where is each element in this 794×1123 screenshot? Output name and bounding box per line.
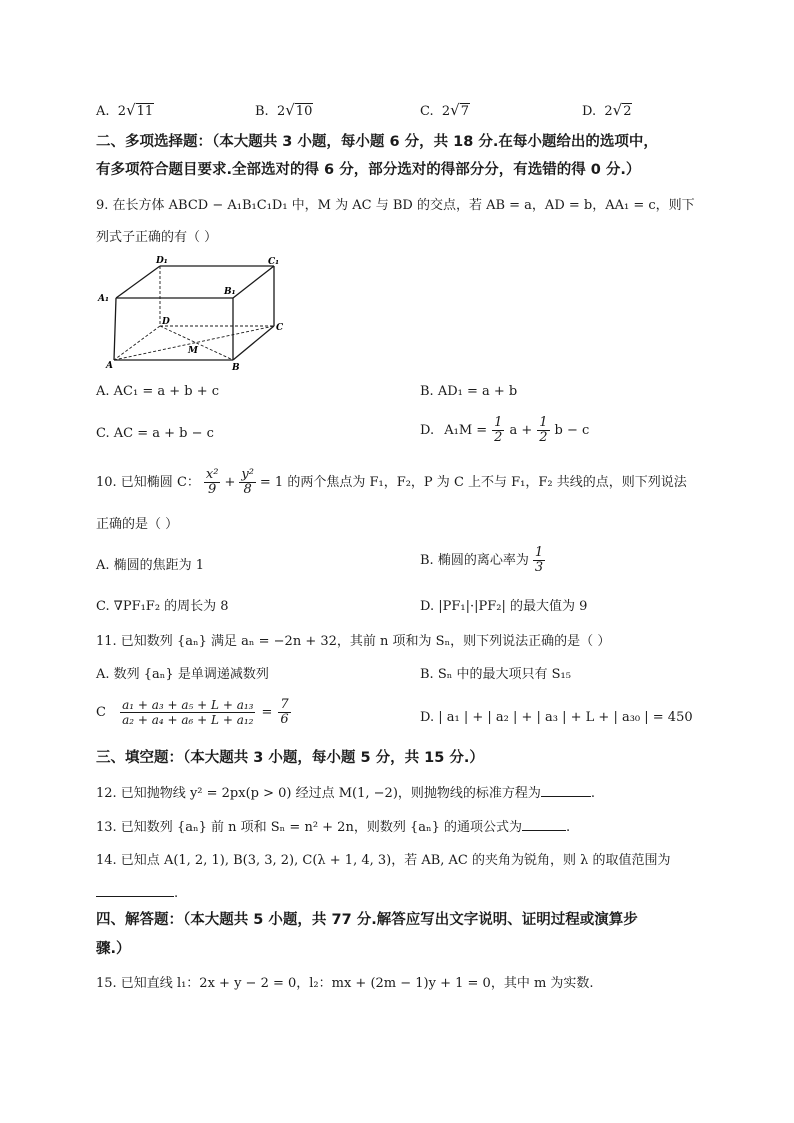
label-b: B bbox=[232, 363, 240, 372]
fraction-one-third: $\frac{1}{3}$ bbox=[534, 545, 544, 575]
plus: + bbox=[224, 474, 236, 490]
section2-heading-line1: 二、多项选择题：（本大题共 3 小题，每小题 6 分，共 18 分.在每小题给出的选项中， bbox=[96, 134, 658, 150]
q11-option-a: A. 数列 {aₙ} 是单调递减数列 bbox=[96, 667, 269, 682]
q8-option-a: A. 2√11 bbox=[96, 101, 154, 119]
q9-option-c: C. AC = a + b − c bbox=[96, 426, 214, 441]
q10-option-d: D. |PF₁|·|PF₂| 的最大值为 9 bbox=[420, 599, 588, 614]
option-text: B. 椭圆的离心率为 bbox=[420, 552, 529, 568]
period: . bbox=[174, 886, 179, 901]
fraction-odd-even: $\frac{\text{a₁ + a₃ + a₅ + L + a₁₃}}{\text{a₂ + a₄ + a₆ + L + a₁₂}}$ bbox=[122, 698, 254, 727]
q13-text: 13. 已知数列 {aₙ} 前 n 项和 Sₙ = n² + 2n，则数列 {aₙ} 的通项公式为 bbox=[96, 820, 523, 835]
term-b: b − c bbox=[554, 422, 590, 438]
label-d1: D₁ bbox=[156, 256, 168, 266]
q11-option-d: D. | a₁ | + | a₂ | + | a₃ | + L + | a₃₀ | = 450 bbox=[420, 710, 693, 725]
section3-heading: 三、填空题：（本大题共 3 小题，每小题 5 分，共 15 分.） bbox=[96, 750, 484, 766]
label-a: A bbox=[106, 361, 113, 371]
cuboid-figure bbox=[96, 254, 296, 372]
q10-stem-line1 bbox=[96, 468, 687, 497]
q10-post: = 1 的两个焦点为 F₁，F₂，P 为 C 上不与 F₁，F₂ 共线的点，则下列说法 bbox=[259, 474, 687, 490]
fraction-half-2: $\frac{1}{2}$ bbox=[539, 415, 548, 445]
q8-option-b: B. 2√10 bbox=[255, 101, 313, 119]
radicand: 11 bbox=[136, 104, 154, 119]
option-label: C bbox=[96, 704, 106, 720]
label-c: C bbox=[276, 323, 284, 333]
answer-blank[interactable] bbox=[96, 882, 174, 897]
radicand: 2 bbox=[623, 104, 632, 119]
q8-option-c: C. 2√7 bbox=[420, 101, 470, 119]
option-label: A. bbox=[96, 104, 110, 119]
option-label: C. bbox=[420, 104, 434, 119]
option-label: D. bbox=[582, 104, 597, 119]
q11-option-c bbox=[96, 698, 293, 727]
answer-blank[interactable] bbox=[541, 782, 591, 797]
section2-heading-line2: 有多项符合题目要求.全部选对的得 6 分，部分选对的得部分分，有选错的得 0 分.） bbox=[96, 162, 641, 178]
q9-stem-line1: 9. 在长方体 ABCD − A₁B₁C₁D₁ 中，M 为 AC 与 BD 的交点，若 AB = a，AD = b，AA₁ = c，则下 bbox=[96, 198, 695, 213]
q12 bbox=[96, 782, 595, 804]
q9-option-b: B. AD₁ = a + b bbox=[420, 384, 518, 399]
q13 bbox=[96, 816, 570, 838]
radicand: 7 bbox=[460, 104, 470, 119]
q11-option-b: B. Sₙ 中的最大项只有 S₁₅ bbox=[420, 667, 571, 682]
q9-stem-line2: 列式子正确的有（ ） bbox=[96, 230, 218, 245]
option-label: B. bbox=[255, 104, 269, 119]
q9-option-d bbox=[420, 416, 589, 445]
q10-pre: 10. 已知椭圆 C： bbox=[96, 474, 200, 490]
label-c1: C₁ bbox=[268, 257, 280, 267]
label-m: M bbox=[188, 346, 198, 356]
answer-blank[interactable] bbox=[522, 816, 566, 831]
q10-option-c: C. ∇PF₁F₂ 的周长为 8 bbox=[96, 599, 229, 614]
q8-option-d: D. 2√2 bbox=[582, 101, 632, 119]
q10-option-b bbox=[420, 546, 547, 575]
period: . bbox=[566, 820, 571, 835]
q10-option-a: A. 椭圆的焦距为 1 bbox=[96, 558, 205, 573]
coef: 2 bbox=[441, 104, 451, 119]
q12-text: 12. 已知抛物线 y² = 2px(p > 0) 经过点 M(1, −2)，则抛物线的标准方程为 bbox=[96, 786, 541, 801]
label-d: D bbox=[162, 317, 170, 327]
option-label: D. bbox=[420, 422, 435, 438]
coef: 2 bbox=[117, 104, 127, 119]
coef: 2 bbox=[604, 104, 613, 119]
radicand: 10 bbox=[295, 104, 313, 119]
lhs: A₁M = bbox=[444, 422, 488, 438]
q14-line2 bbox=[96, 882, 178, 904]
q9-option-a: A. AC₁ = a + b + c bbox=[96, 384, 220, 399]
coef: 2 bbox=[276, 104, 286, 119]
label-b1: B₁ bbox=[224, 287, 236, 297]
fraction-y: $\frac{\text{y²}}{8}$ bbox=[241, 467, 254, 497]
q10-stem-line2: 正确的是（ ） bbox=[96, 517, 179, 532]
label-a1: A₁ bbox=[98, 294, 109, 304]
fraction-seven-sixths: $\frac{7}{6}$ bbox=[280, 697, 289, 727]
section4-heading-line2: 骤.） bbox=[96, 941, 131, 957]
period: . bbox=[590, 786, 596, 801]
term-a: a + bbox=[509, 422, 533, 438]
fraction-half-1: $\frac{1}{2}$ bbox=[494, 415, 503, 445]
q15-stem: 15. 已知直线 l₁：2x + y − 2 = 0，l₂：mx + (2m − 1)y + 1 = 0，其中 m 为实数. bbox=[96, 976, 594, 991]
q14-line1: 14. 已知点 A(1, 2, 1), B(3, 3, 2), C(λ + 1, 4, 3)，若 AB, AC 的夹角为锐角，则 λ 的取值范围为 bbox=[96, 853, 671, 868]
equals: = bbox=[261, 704, 273, 720]
q11-stem: 11. 已知数列 {aₙ} 满足 aₙ = −2n + 32，其前 n 项和为 Sₙ，则下列说法正确的是（ ） bbox=[96, 634, 611, 649]
fraction-x: $\frac{\text{x²}}{9}$ bbox=[205, 467, 219, 497]
section4-heading-line1: 四、解答题：（本大题共 5 小题，共 77 分.解答应写出文字说明、证明过程或演算步 bbox=[96, 912, 638, 928]
